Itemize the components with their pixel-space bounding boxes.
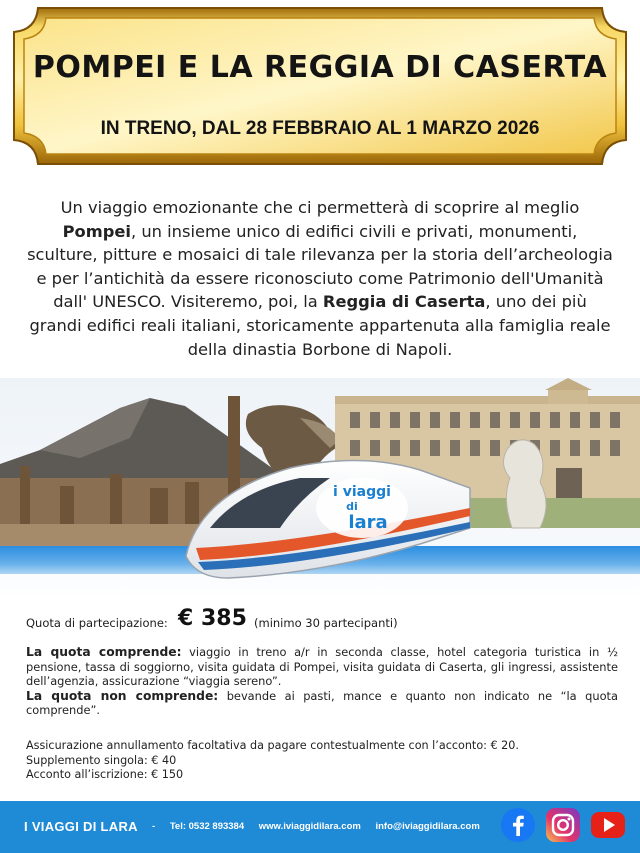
price-label: Quota di partecipazione: <box>26 616 168 630</box>
train-logo-line3: lara <box>348 512 388 533</box>
instagram-icon[interactable] <box>545 807 581 843</box>
intro-highlight-pompei: Pompei <box>62 221 131 241</box>
intro-text: , uno dei più grandi edifici reali italiani, storicamente appartenuta alla famiglia reale della dinastia Borbone di Napoli. <box>29 292 611 359</box>
footer-brand: I VIAGGI DI LARA <box>24 819 138 834</box>
marble-statue <box>503 440 546 528</box>
footer-bar <box>0 801 640 853</box>
includes-text: viaggio in treno a/r in seconda classe, hotel categoria turistica in ½ pensione, tassa di soggiorno, visita guidata di Pompei, visita guidata di Caserta, gli ingressi, assistente dell’agenzia, assicurazione “viaggia sereno”. <box>26 645 619 689</box>
excludes-text: bevande ai pasti, mance e quanto non indicato ne “la quota comprende”. <box>26 688 618 718</box>
footer-separator: - <box>152 821 156 832</box>
train-logo-line1: i viaggi <box>333 484 391 500</box>
gold-plaque-background <box>12 6 628 166</box>
youtube-icon[interactable] <box>590 807 626 843</box>
intro-paragraph <box>26 196 614 361</box>
single-supplement-line: Supplemento singola: € 40 <box>26 753 177 767</box>
page-title: POMPEI E LA REGGIA DI CASERTA <box>32 50 608 85</box>
extra-costs <box>26 739 618 783</box>
footer-phone[interactable]: Tel: 0532 893384 <box>169 821 245 832</box>
price-line <box>26 604 616 638</box>
insurance-line: Assicurazione annullamento facoltativa da pagare contestualmente con l’acconto: € 20. <box>26 739 519 752</box>
intro-highlight-reggia: Reggia di Caserta <box>322 292 486 312</box>
trip-dates: IN TRENO, DAL 28 FEBBRAIO AL 1 MARZO 2026 <box>100 118 540 139</box>
footer-email[interactable]: info@iviaggidilara.com <box>375 821 480 832</box>
destination-collage <box>0 378 640 600</box>
footer-website[interactable]: www.iviaggidilara.com <box>258 821 361 832</box>
includes-paragraph <box>26 645 618 689</box>
excludes-paragraph <box>26 689 618 718</box>
quota-details <box>26 645 618 718</box>
train-logo <box>316 478 408 538</box>
facebook-icon[interactable] <box>500 807 536 843</box>
intro-text: , un insieme unico di edifici civili e privati, monumenti, sculture, pitture e mosaici di tale rilevanza per la storia dell’archeologia e per l’antichità da essere riconosciuto come Patrimonio dell'Umanità dall' UNESCO. Visiteremo, poi, la <box>27 221 613 312</box>
price-amount: € 385 <box>178 606 247 631</box>
intro-text: Un viaggio emozionante che ci permetterà di scoprire al meglio <box>60 198 580 217</box>
excludes-heading: La quota non comprende: <box>26 688 219 703</box>
train-logo-line2: di <box>346 500 358 513</box>
deposit-line: Acconto all’iscrizione: € 150 <box>26 768 184 782</box>
includes-heading: La quota comprende: <box>26 645 182 659</box>
footer-contacts <box>152 821 492 832</box>
minimum-participants: (minimo 30 partecipanti) <box>254 616 398 630</box>
title-plaque <box>12 6 628 166</box>
